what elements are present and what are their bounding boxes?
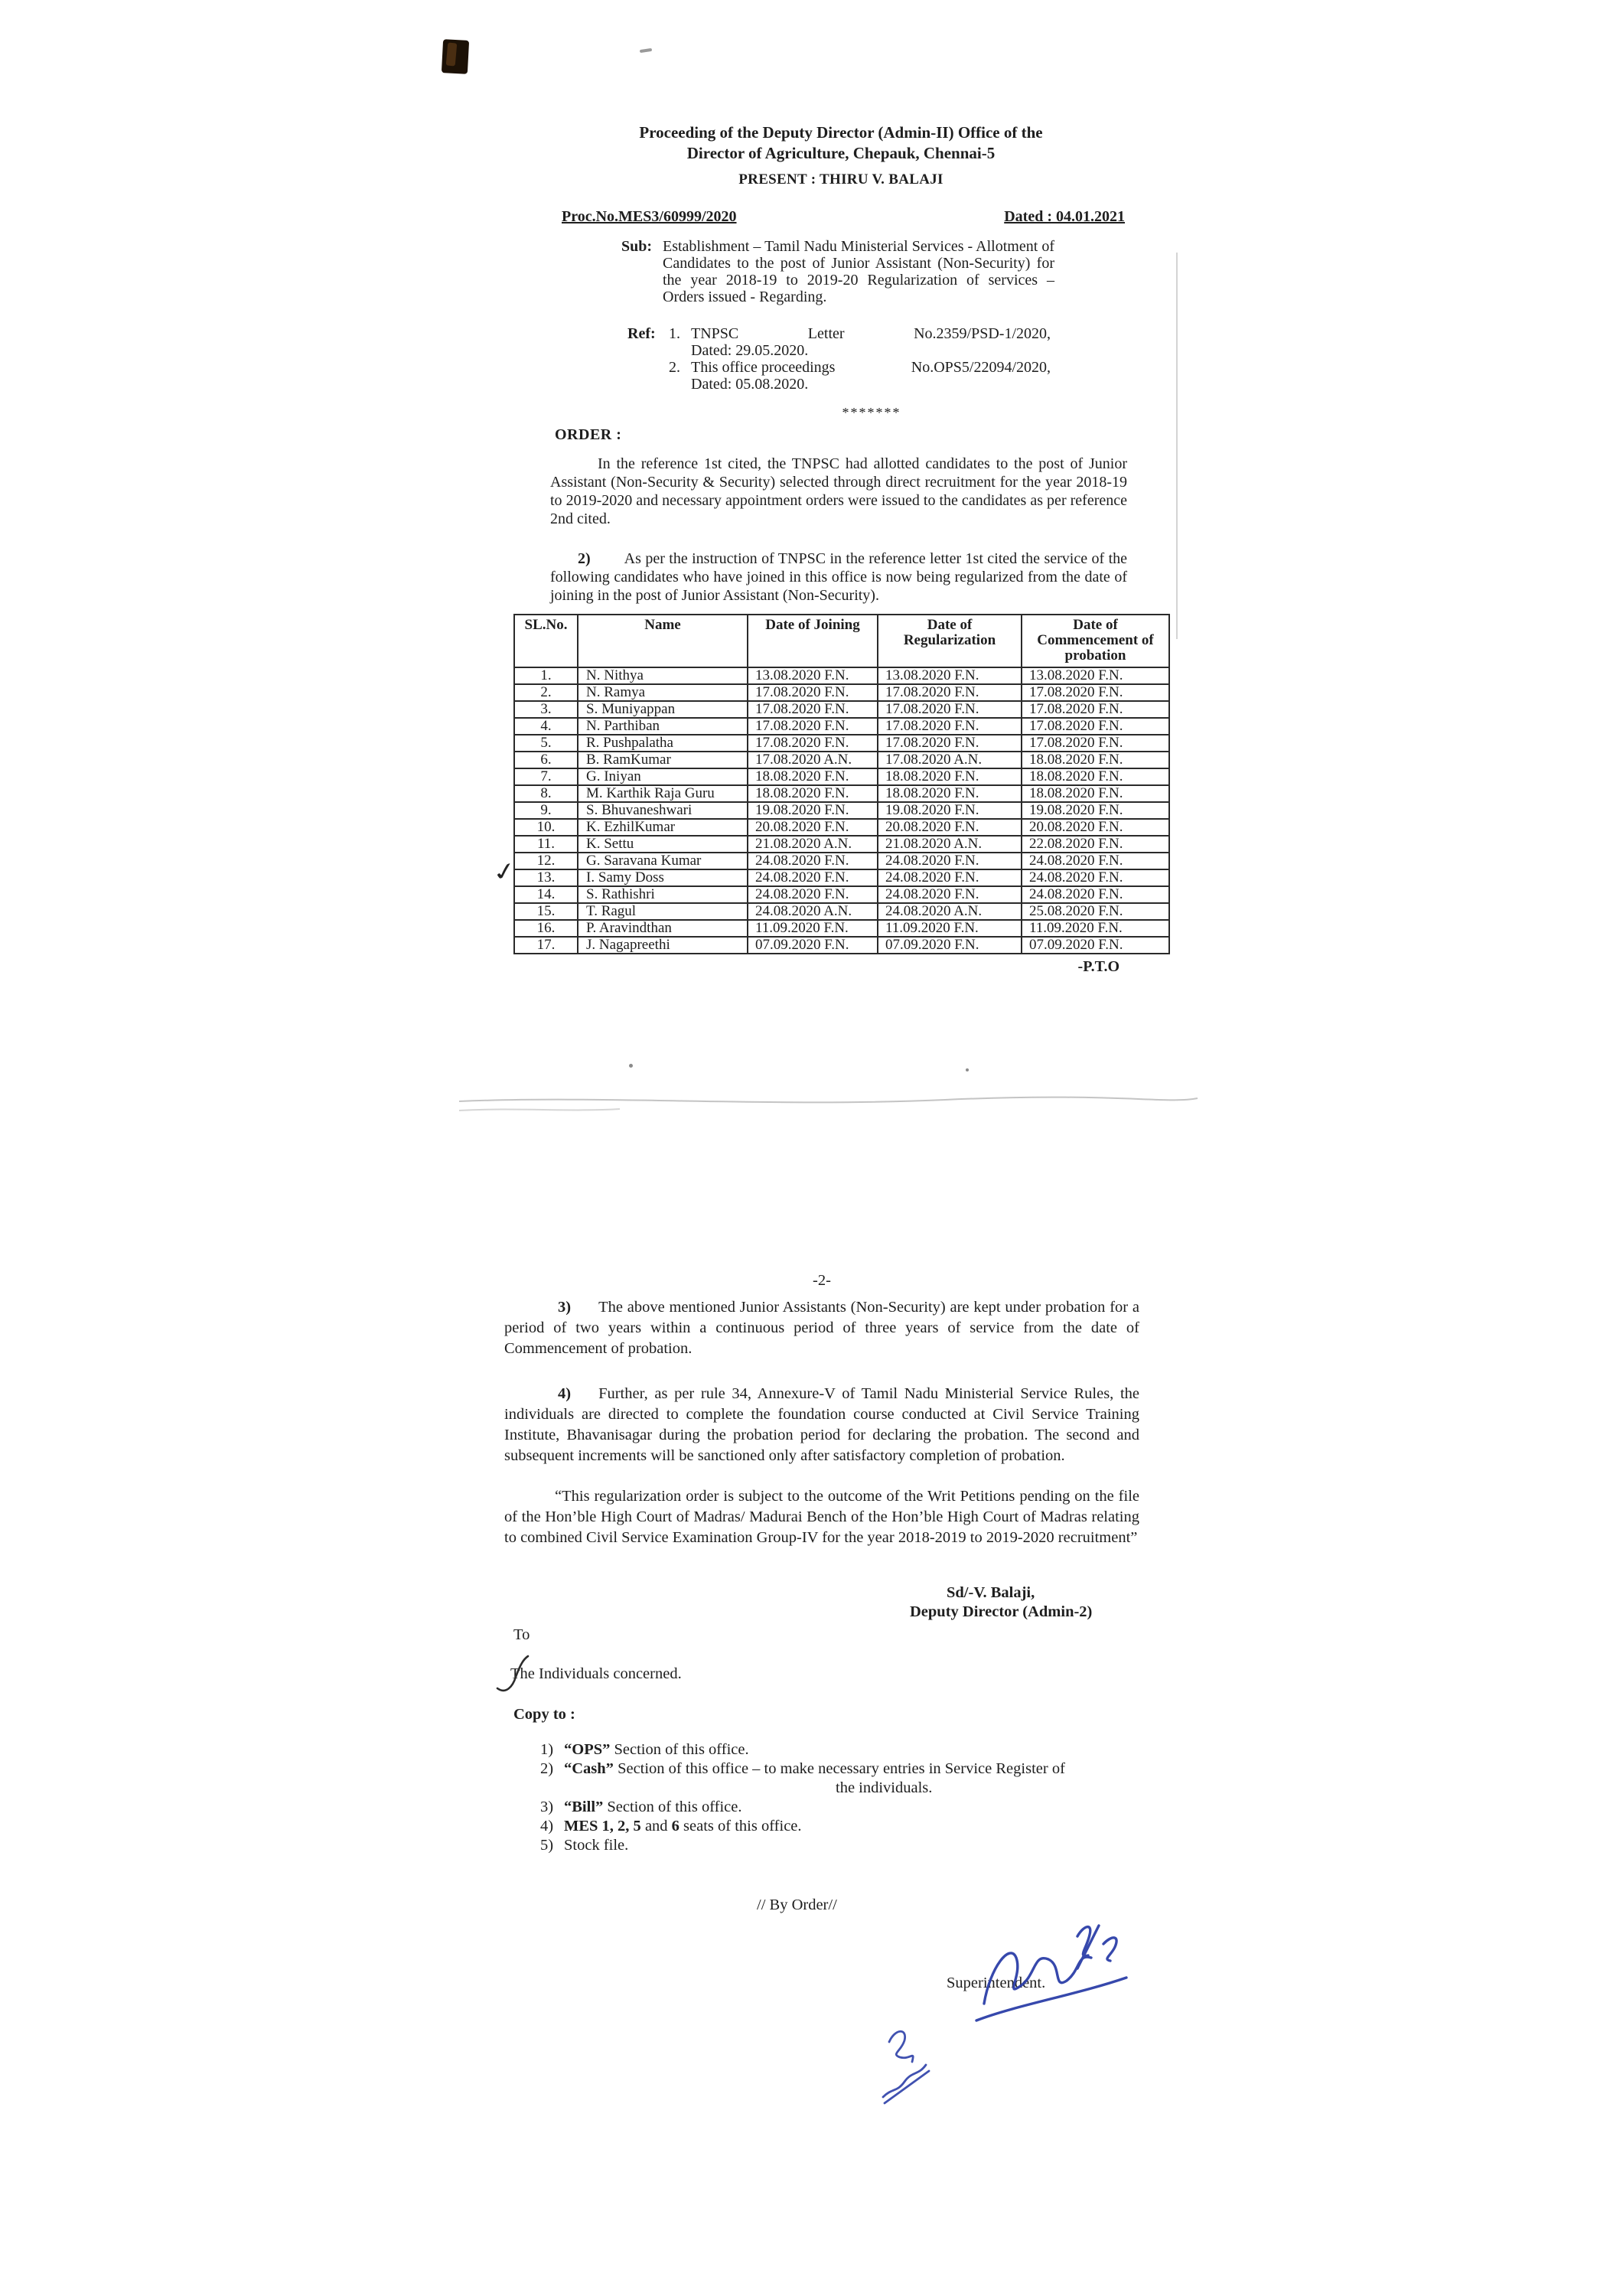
table-cell: 22.08.2020 F.N. <box>1022 836 1169 853</box>
reference-list <box>669 325 1051 393</box>
superintendent-line: Superintendent. <box>947 1975 1046 1991</box>
reference-text-chunk: TNPSC <box>691 325 739 342</box>
copy-item-text-part: seats of this office. <box>679 1818 802 1835</box>
table-cell: 18.08.2020 F.N. <box>748 768 878 785</box>
table-cell: 18.08.2020 F.N. <box>878 785 1022 802</box>
table-cell: 9. <box>514 802 578 819</box>
table-cell: 17.08.2020 A.N. <box>748 752 878 768</box>
table-row <box>514 752 1169 768</box>
reference-item-text <box>691 359 1051 376</box>
table-row <box>514 903 1169 920</box>
reference-item-body <box>691 325 1051 359</box>
table-cell: 17. <box>514 937 578 954</box>
table-cell: 25.08.2020 F.N. <box>1022 903 1169 920</box>
table-cell: 16. <box>514 920 578 937</box>
proceeding-row <box>513 207 1168 226</box>
table-cell: 2. <box>514 684 578 701</box>
table-cell: 17.08.2020 A.N. <box>878 752 1022 768</box>
reference-item-number: 1. <box>669 325 680 342</box>
copy-item-text-part: Section of this office. <box>610 1741 749 1758</box>
table-cell: 19.08.2020 F.N. <box>1022 802 1169 819</box>
table-cell: 17.08.2020 F.N. <box>1022 718 1169 735</box>
reference-item-number: 2. <box>669 359 680 376</box>
table-header-cell: SL.No. <box>514 615 578 667</box>
table-row <box>514 735 1169 752</box>
table-row <box>514 920 1169 937</box>
table-cell: 11.09.2020 F.N. <box>1022 920 1169 937</box>
table-cell: 5. <box>514 735 578 752</box>
document-title <box>513 122 1168 164</box>
reference-text-chunk: No.OPS5/22094/2020, <box>911 359 1051 376</box>
order-paragraph-1: In the reference 1st cited, the TNPSC had allotted candidates to the post of Junior Assistant (Non-Security & Security) selected through direct recruitment for the year 2018-19 to 2019-2020 and necessary appointment orders were issued to the candidates as per reference 2nd cited. <box>550 455 1127 527</box>
paragraph-4-text: Further, as per rule 34, Annexure-V of Tamil Nadu Ministerial Service Rules, the individuals are directed to complete the foundation course conducted at Civil Service Training Institute, Bhavanisagar during the probation period for declaring the probation. The second and subsequent increments will be sanctioned only after satisfactory completion of probation. <box>504 1385 1139 1464</box>
initials-ink-scribble <box>872 2020 957 2112</box>
superintendent-signature-scribble <box>963 1913 1146 2036</box>
copy-item-number: 1) <box>540 1741 554 1758</box>
table-row <box>514 937 1169 954</box>
copy-item-text-part: Section of this office – to make necessary entries in Service Register of the individuals. <box>613 1760 1065 1796</box>
copy-item-text-part: “Bill” <box>564 1799 604 1815</box>
copy-item-text-part: 6 <box>671 1818 680 1835</box>
table-cell: 21.08.2020 A.N. <box>878 836 1022 853</box>
table-header-cell: Date of Commencement of probation <box>1022 615 1169 667</box>
addressee-line <box>510 1664 771 1684</box>
copy-to-label: Copy to : <box>513 1706 575 1723</box>
reference-item-dated: Dated: 05.08.2020. <box>691 376 809 393</box>
table-cell: 21.08.2020 A.N. <box>748 836 878 853</box>
dated-value: Dated : 04.01.2021 <box>1004 208 1125 225</box>
copy-item-text-part: MES 1, 2, 5 <box>564 1818 641 1835</box>
handwritten-tick-icon: ✓ <box>489 856 520 889</box>
table-cell: 20.08.2020 F.N. <box>748 819 878 836</box>
handwritten-tick-icon <box>495 1655 530 1694</box>
copy-to-item <box>540 1836 1139 1855</box>
reference-item-text <box>691 325 1051 342</box>
table-row <box>514 836 1169 853</box>
copy-item-number: 4) <box>540 1818 554 1835</box>
table-cell: 07.09.2020 F.N. <box>1022 937 1169 954</box>
table-cell: 24.08.2020 F.N. <box>748 886 878 903</box>
scan-dot-artifact <box>629 1064 633 1068</box>
table-cell: 24.08.2020 F.N. <box>878 853 1022 869</box>
reference-text-chunk: This office proceedings <box>691 359 836 376</box>
separator-stars: ******* <box>842 405 901 420</box>
copy-item-text <box>564 1836 628 1855</box>
table-cell: K. Settu <box>578 836 748 853</box>
copy-to-item <box>540 1760 1139 1798</box>
subject-text: Establishment – Tamil Nadu Ministerial Services - Allotment of Candidates to the post of Junior Assistant (Non-Security) for the year 2018-19 to 2019-20 Regularization of services – Orders issued - Regarding. <box>663 238 1054 305</box>
table-cell: 18.08.2020 F.N. <box>1022 785 1169 802</box>
table-cell: 7. <box>514 768 578 785</box>
paragraph-4-number: 4) <box>558 1385 572 1402</box>
table-row <box>514 768 1169 785</box>
table-cell: 17.08.2020 F.N. <box>878 684 1022 701</box>
subject-block <box>513 238 1168 305</box>
paragraph-2-number: 2) <box>578 550 591 567</box>
copy-item-text <box>564 1760 1069 1798</box>
copy-item-text <box>564 1798 742 1817</box>
reference-text-chunk: No.2359/PSD-1/2020, <box>914 325 1051 342</box>
reference-block <box>513 325 1168 393</box>
copy-item-text-part: “OPS” <box>564 1741 611 1758</box>
table-cell: 17.08.2020 F.N. <box>1022 735 1169 752</box>
table-cell: 14. <box>514 886 578 903</box>
page-number: -2- <box>813 1272 831 1289</box>
table-cell: 18.08.2020 F.N. <box>1022 768 1169 785</box>
table-cell: 17.08.2020 F.N. <box>748 701 878 718</box>
reference-item <box>669 359 1051 393</box>
copy-item-text-part: “Cash” <box>564 1760 614 1777</box>
table-cell: 17.08.2020 F.N. <box>748 718 878 735</box>
reference-item-body <box>691 359 1051 393</box>
table-cell: 18.08.2020 F.N. <box>748 785 878 802</box>
copy-item-text <box>564 1817 802 1836</box>
signed-by: Sd/-V. Balaji, <box>947 1584 1035 1601</box>
table-cell: 17.08.2020 F.N. <box>878 701 1022 718</box>
table-cell: K. EzhilKumar <box>578 819 748 836</box>
copy-item-text-part: Section of this office. <box>603 1799 742 1815</box>
table-cell: R. Pushpalatha <box>578 735 748 752</box>
table-cell: 17.08.2020 F.N. <box>878 718 1022 735</box>
table-cell: S. Bhuvaneshwari <box>578 802 748 819</box>
table-cell: N. Ramya <box>578 684 748 701</box>
table-body <box>489 667 1169 954</box>
table-cell: J. Nagapreethi <box>578 937 748 954</box>
table-cell: S. Rathishri <box>578 886 748 903</box>
table-header-cell: Date of Joining <box>748 615 878 667</box>
copy-item-number: 3) <box>540 1799 554 1815</box>
table-cell: 10. <box>514 819 578 836</box>
present-line: PRESENT : THIRU V. BALAJI <box>738 171 943 188</box>
table-cell: 6. <box>514 752 578 768</box>
table-cell: 12. <box>514 853 578 869</box>
copy-to-item <box>540 1817 1139 1836</box>
table-cell: 11.09.2020 F.N. <box>878 920 1022 937</box>
table-cell: 24.08.2020 F.N. <box>748 853 878 869</box>
paragraph-3 <box>504 1297 1139 1359</box>
table-cell: 17.08.2020 F.N. <box>878 735 1022 752</box>
paragraph-3-number: 3) <box>558 1299 572 1316</box>
copy-item-number: 2) <box>540 1760 554 1777</box>
table-header-cell: Date of Regularization <box>878 615 1022 667</box>
reference-item <box>669 325 1051 359</box>
reference-label: Ref: <box>627 325 656 342</box>
table-cell: 24.08.2020 F.N. <box>1022 869 1169 886</box>
paragraph-4 <box>504 1384 1139 1466</box>
table-row <box>514 802 1169 819</box>
title-line-2: Director of Agriculture, Chepauk, Chennai-5 <box>686 144 996 162</box>
pto-label: -P.T.O <box>1077 958 1119 975</box>
reference-text-chunk: Letter <box>807 325 845 342</box>
page-2-content <box>504 1270 1139 1994</box>
copy-to-list <box>540 1740 1139 1855</box>
table-cell: 17.08.2020 F.N. <box>1022 701 1169 718</box>
table-row <box>514 701 1169 718</box>
table-row <box>514 886 1169 903</box>
table-cell: 11.09.2020 F.N. <box>748 920 878 937</box>
table-cell: 18.08.2020 F.N. <box>878 768 1022 785</box>
page-1-content <box>489 122 1168 976</box>
table-cell: 24.08.2020 A.N. <box>878 903 1022 920</box>
table-row <box>514 667 1169 684</box>
table-cell: N. Nithya <box>578 667 748 684</box>
table-cell: 3. <box>514 701 578 718</box>
table-cell: T. Ragul <box>578 903 748 920</box>
by-order-line: // By Order// <box>757 1896 837 1913</box>
table-cell: 24.08.2020 A.N. <box>748 903 878 920</box>
paragraph-3-text: The above mentioned Junior Assistants (Non-Security) are kept under probation for a period of two years within a continuous period of three years of service from the date of Commencement of probation. <box>504 1299 1139 1357</box>
table-cell: N. Parthiban <box>578 718 748 735</box>
designation: Deputy Director (Admin-2) <box>910 1603 1093 1620</box>
scan-dash-artifact <box>640 48 652 53</box>
table-header-cell: Name <box>578 615 748 667</box>
table-cell: 17.08.2020 F.N. <box>748 684 878 701</box>
table-row <box>514 869 1169 886</box>
order-paragraph-2 <box>550 550 1127 605</box>
copy-item-text <box>564 1740 749 1760</box>
table-cell: G. Saravana Kumar <box>578 853 748 869</box>
table-cell: 13. ✓ <box>514 869 578 886</box>
table-cell: 17.08.2020 F.N. <box>1022 684 1169 701</box>
table-cell: 17.08.2020 F.N. <box>748 735 878 752</box>
table-cell: 24.08.2020 F.N. <box>878 886 1022 903</box>
addressee-text: The Individuals concerned. <box>510 1665 682 1682</box>
table-row <box>514 853 1169 869</box>
table-cell: I. Samy Doss <box>578 869 748 886</box>
table-cell: 4. <box>514 718 578 735</box>
copy-to-item <box>540 1798 1139 1817</box>
table-header-row <box>514 615 1169 667</box>
table-cell: 13.08.2020 F.N. <box>878 667 1022 684</box>
table-head <box>514 615 1169 667</box>
scan-horizontal-line-artifact <box>455 1091 1205 1118</box>
copy-item-text-part: Stock file. <box>564 1837 629 1854</box>
table-row <box>514 819 1169 836</box>
table-cell: 24.08.2020 F.N. <box>1022 853 1169 869</box>
table-cell: 19.08.2020 F.N. <box>748 802 878 819</box>
order-label: ORDER : <box>555 426 622 443</box>
to-label: To <box>513 1626 530 1643</box>
signature-block <box>910 1583 1139 1622</box>
table-cell: 07.09.2020 F.N. <box>878 937 1022 954</box>
proceeding-number: Proc.No.MES3/60999/2020 <box>562 208 737 225</box>
copy-item-number: 5) <box>540 1837 554 1854</box>
reference-item-dated: Dated: 29.05.2020. <box>691 342 809 359</box>
table-row <box>514 718 1169 735</box>
paragraph-2-text: As per the instruction of TNPSC in the reference letter 1st cited the service of the following candidates who have joined in this office is now being regularized from the date of joining in the post of Junior Assistant (Non-Security). <box>550 550 1127 604</box>
subject-label: Sub: <box>621 238 653 255</box>
writ-petition-note: “This regularization order is subject to the outcome of the Writ Petitions pending on the file of the Hon’ble High Court of Madras/ Madurai Bench of the Hon’ble High Court of Madras relating to combined Civil Service Examination Group-IV for the year 2018-2019 to 2019-2020 recruitment” <box>504 1488 1139 1546</box>
table-cell: 24.08.2020 F.N. <box>878 869 1022 886</box>
table-cell: 20.08.2020 F.N. <box>878 819 1022 836</box>
table-cell: 13.08.2020 F.N. <box>748 667 878 684</box>
scan-vertical-line-artifact <box>1176 253 1178 639</box>
table-cell: 1. <box>514 667 578 684</box>
table-cell: 11. <box>514 836 578 853</box>
copy-to-item <box>540 1740 1139 1760</box>
table-cell: M. Karthik Raja Guru <box>578 785 748 802</box>
table-row <box>514 785 1169 802</box>
table-cell: 15. <box>514 903 578 920</box>
table-cell: 8. <box>514 785 578 802</box>
table-row <box>514 684 1169 701</box>
table-cell: 20.08.2020 F.N. <box>1022 819 1169 836</box>
candidates-table <box>489 614 1170 954</box>
table-cell: 13.08.2020 F.N. <box>1022 667 1169 684</box>
copy-item-text-part: and <box>640 1818 672 1835</box>
scan-dot-artifact <box>966 1068 969 1071</box>
table-cell: 07.09.2020 F.N. <box>748 937 878 954</box>
table-cell: S. Muniyappan <box>578 701 748 718</box>
title-line-1: Proceeding of the Deputy Director (Admin-II) Office of the <box>639 123 1043 142</box>
table-cell: P. Aravindthan <box>578 920 748 937</box>
table-cell: 24.08.2020 F.N. <box>748 869 878 886</box>
table-cell: 18.08.2020 F.N. <box>1022 752 1169 768</box>
table-cell: G. Iniyan <box>578 768 748 785</box>
table-cell: 19.08.2020 F.N. <box>878 802 1022 819</box>
table-cell: 24.08.2020 F.N. <box>1022 886 1169 903</box>
table-cell: B. RamKumar <box>578 752 748 768</box>
